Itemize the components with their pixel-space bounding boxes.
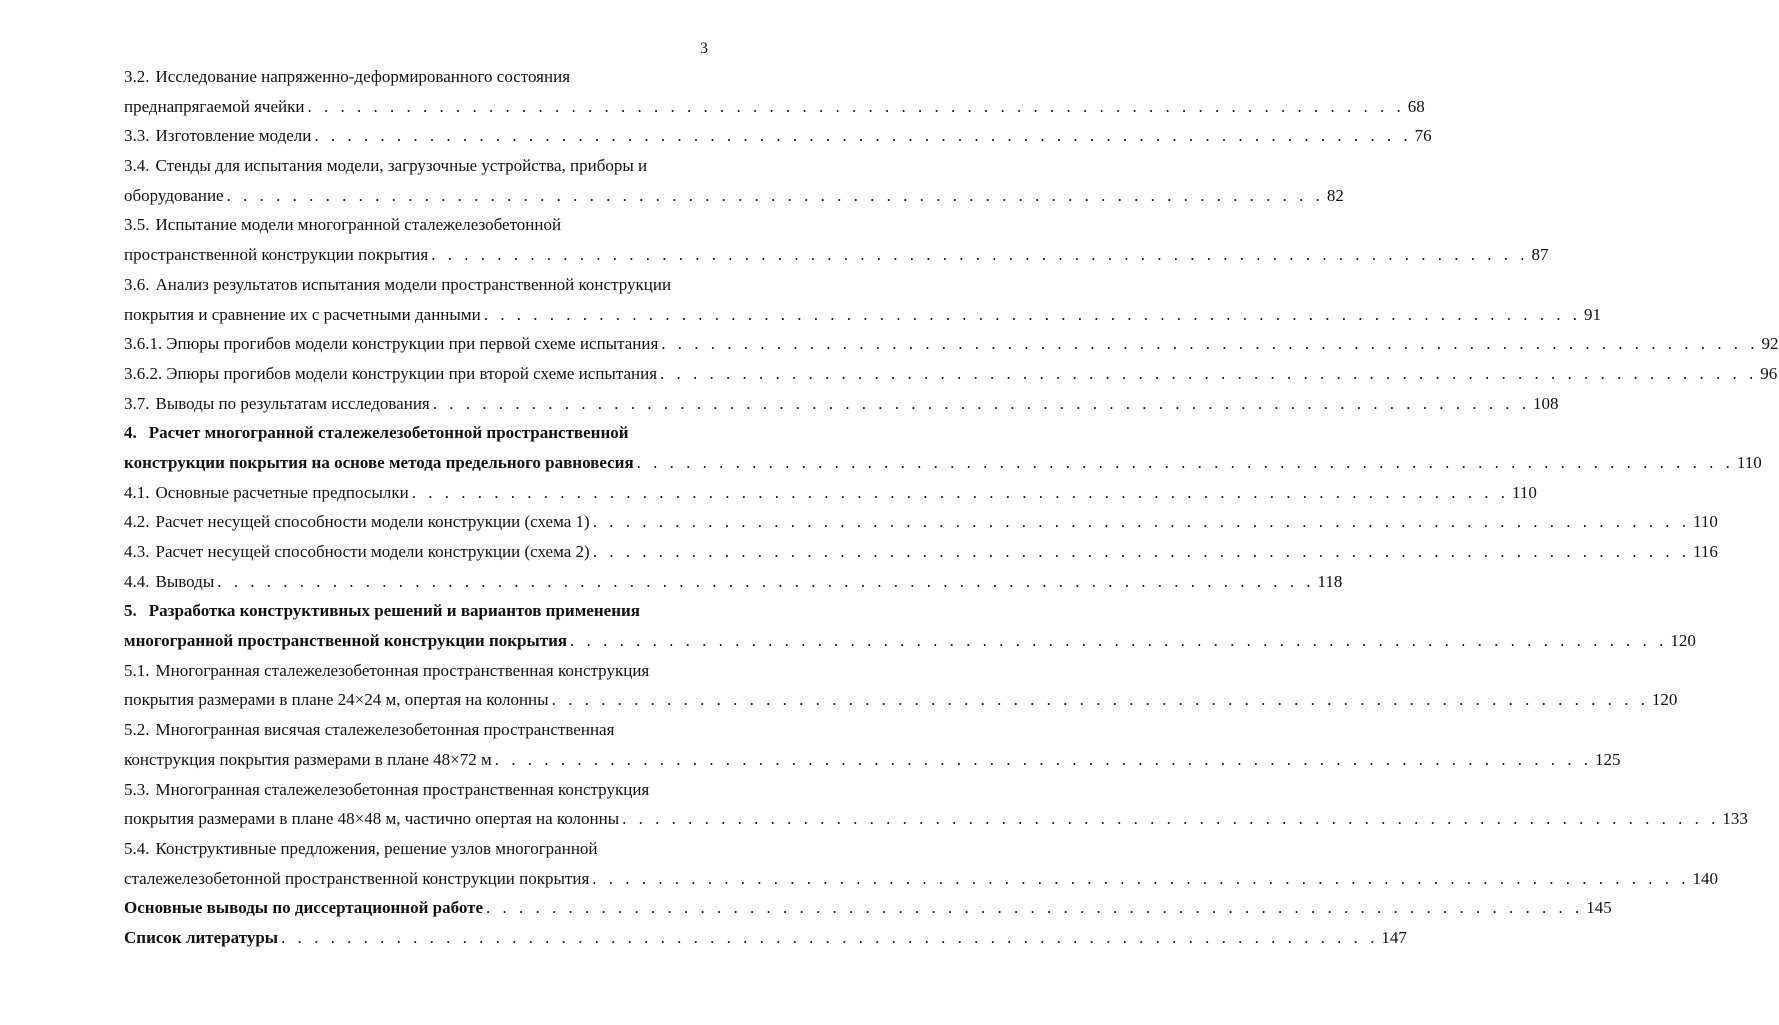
- toc-line-text-wrap: [124, 745, 492, 775]
- section-number: 4.: [124, 423, 137, 443]
- dot-leader: . . . . . . . . . . . . . . . . . . . . . . . . . . . . . . . . . . . . . . . . . . . . . . . . . . . . . . . . . . . . . . . . . . .: [551, 690, 1649, 710]
- page-ref: 92: [1761, 334, 1779, 354]
- toc-line-text-wrap: [124, 537, 590, 567]
- toc-entry: [124, 893, 1612, 923]
- page-ref: 91: [1583, 304, 1601, 324]
- toc-entry: [124, 389, 1559, 419]
- toc-entry: [124, 923, 1407, 953]
- toc-line-text-wrap: [124, 329, 658, 359]
- toc-line: [124, 507, 1718, 537]
- toc-line-text-wrap: [124, 567, 214, 597]
- dot-leader: . . . . . . . . . . . . . . . . . . . . . . . . . . . . . . . . . . . . . . . . . . . . . . . . . . . . . . . . . . . . . . . . . . .: [636, 452, 1734, 472]
- toc-line: [124, 62, 710, 92]
- toc-line-text-wrap: [124, 923, 278, 953]
- section-title: Исследование напряженно-деформированного состояния: [155, 67, 571, 86]
- page-ref: 118: [1317, 571, 1343, 591]
- section-title: покрытия размерами в плане 24×24 м, опертая на колонны: [124, 690, 549, 710]
- section-number: 5.4.: [124, 838, 150, 858]
- page-ref: 120: [1651, 690, 1678, 710]
- toc-line: [124, 478, 1537, 508]
- page-ref: 110: [1692, 512, 1718, 532]
- dot-leader: . . . . . . . . . . . . . . . . . . . . . . . . . . . . . . . . . . . . . . . . . . . . . . . . . . . . . . . . . . . . . . . . . . .: [570, 631, 1668, 651]
- section-title: покрытия и сравнение их с расчетными данными: [124, 304, 481, 324]
- section-title: конструкции покрытия на основе метода предельного равновесия: [124, 452, 634, 472]
- toc-line: [124, 567, 1343, 597]
- toc-line: [124, 685, 1678, 715]
- section-title: сталежелезобетонной пространственной конструкции покрытия: [124, 868, 590, 888]
- toc-line: [124, 448, 1762, 478]
- page-ref: 82: [1326, 185, 1344, 205]
- toc-entry: [124, 537, 1718, 567]
- section-title: Многогранная сталежелезобетонная пространственная конструкция: [155, 779, 650, 799]
- toc-line: [124, 270, 710, 300]
- section-title: преднапрягаемой ячейки: [124, 96, 305, 116]
- toc-line: [124, 537, 1718, 567]
- toc-line: [124, 626, 1696, 656]
- section-title: Список литературы: [124, 927, 279, 947]
- toc-line-text-wrap: [124, 270, 671, 300]
- section-number: 3.7.: [124, 393, 150, 413]
- section-number: 3.6.2.: [124, 363, 163, 383]
- section-title: оборудование: [124, 185, 224, 205]
- page-ref: 108: [1533, 393, 1559, 413]
- toc-entry: [124, 507, 1718, 537]
- section-number: 5.2.: [124, 720, 150, 740]
- toc-line: [124, 834, 710, 864]
- toc-entry: [124, 121, 1432, 151]
- toc-line-text-wrap: [124, 359, 657, 389]
- page-ref: 96: [1760, 363, 1778, 383]
- section-title: Испытание модели многогранной сталежелезобетонной: [155, 215, 562, 235]
- toc-line-text-wrap: [124, 92, 304, 122]
- dot-leader: . . . . . . . . . . . . . . . . . . . . . . . . . . . . . . . . . . . . . . . . . . . . . . . . . . . . . . . . . . . . . . . . . . .: [622, 809, 1720, 829]
- page-ref: 110: [1512, 482, 1537, 502]
- toc-line: [124, 656, 710, 686]
- toc-entry: [124, 329, 1779, 359]
- section-title: Разработка конструктивных решений и вариантов применения: [148, 601, 640, 621]
- dot-leader: . . . . . . . . . . . . . . . . . . . . . . . . . . . . . . . . . . . . . . . . . . . . . . . . . . . . . . . . . . . . . . . . . . .: [314, 126, 1412, 146]
- toc-line: [124, 329, 1779, 359]
- toc-line: [124, 864, 1719, 894]
- section-title: конструкция покрытия размерами в плане 48×72 м: [124, 749, 492, 769]
- dot-leader: . . . . . . . . . . . . . . . . . . . . . . . . . . . . . . . . . . . . . . . . . . . . . . . . . . . . . . . . . . . . . . . . . . .: [432, 393, 1530, 413]
- section-title: Эпюры прогибов модели конструкции при второй схеме испытания: [166, 363, 658, 383]
- section-title: Расчет несущей способности модели конструкции (схема 1): [155, 512, 590, 532]
- toc-line: [124, 804, 1748, 834]
- page-ref: 76: [1414, 126, 1432, 146]
- page-ref: 145: [1586, 898, 1612, 918]
- section-title: Конструктивные предложения, решение узлов многогранной: [155, 838, 598, 858]
- toc-entry: [124, 567, 1343, 597]
- toc-line: [124, 775, 710, 805]
- toc-entry: [124, 62, 1425, 121]
- section-title: пространственной конструкции покрытия: [124, 245, 429, 265]
- page-ref: 87: [1531, 245, 1549, 265]
- section-title: Расчет несущей способности модели конструкции (схема 2): [155, 542, 590, 561]
- toc-line: [124, 210, 710, 240]
- toc-entry: [124, 596, 1696, 655]
- toc-line: [124, 715, 710, 745]
- toc-entry: [124, 656, 1678, 715]
- section-title: многогранной пространственной конструкции покрытия: [124, 631, 568, 651]
- dot-leader: . . . . . . . . . . . . . . . . . . . . . . . . . . . . . . . . . . . . . . . . . . . . . . . . . . . . . . . . . . . . . . . . . . .: [494, 749, 1592, 769]
- page-ref: 133: [1722, 809, 1748, 829]
- section-title: Анализ результатов испытания модели пространственной конструкции: [155, 274, 672, 294]
- section-title: Основные выводы по диссертационной работе: [124, 898, 484, 918]
- toc-line-text-wrap: [124, 389, 430, 419]
- dot-leader: . . . . . . . . . . . . . . . . . . . . . . . . . . . . . . . . . . . . . . . . . . . . . . . . . . . . . . . . . . . . . . . . . . .: [486, 898, 1584, 918]
- toc-line-text-wrap: [124, 151, 647, 181]
- page-ref: 147: [1381, 927, 1407, 947]
- section-number: 4.1.: [124, 482, 150, 502]
- dot-leader: . . . . . . . . . . . . . . . . . . . . . . . . . . . . . . . . . . . . . . . . . . . . . . . . . . . . . . . . . . . . . . . . . . .: [281, 927, 1379, 947]
- toc-line-text-wrap: [124, 418, 629, 448]
- toc-line-text-wrap: [124, 596, 640, 626]
- table-of-contents: [124, 62, 1779, 953]
- section-number: 5.1.: [124, 660, 150, 680]
- toc-line-text-wrap: [124, 656, 649, 686]
- section-number: 5.: [124, 601, 137, 621]
- section-number: 3.5.: [124, 215, 150, 235]
- toc-line-text-wrap: [124, 507, 590, 537]
- section-number: 4.2.: [124, 512, 150, 532]
- toc-line-text-wrap: [124, 834, 598, 864]
- section-title: Многогранная сталежелезобетонная пространственная конструкция: [155, 660, 650, 680]
- toc-line-text-wrap: [124, 715, 614, 745]
- toc-line-text-wrap: [124, 121, 311, 151]
- toc-line-text-wrap: [124, 478, 409, 508]
- toc-line: [124, 389, 1559, 419]
- dot-leader: . . . . . . . . . . . . . . . . . . . . . . . . . . . . . . . . . . . . . . . . . . . . . . . . . . . . . . . . . . . . . . . . . . .: [660, 363, 1758, 383]
- page-number: 3: [700, 40, 708, 57]
- dot-leader: . . . . . . . . . . . . . . . . . . . . . . . . . . . . . . . . . . . . . . . . . . . . . . . . . . . . . . . . . . . . . . . . . . .: [592, 868, 1690, 888]
- page-ref: 110: [1736, 452, 1762, 472]
- toc-entry: [124, 775, 1748, 834]
- toc-entry: [124, 418, 1762, 477]
- toc-line-text-wrap: [124, 62, 570, 92]
- toc-entry: [124, 715, 1621, 774]
- section-number: 4.3.: [124, 542, 150, 561]
- section-number: 3.3.: [124, 126, 150, 146]
- dot-leader: . . . . . . . . . . . . . . . . . . . . . . . . . . . . . . . . . . . . . . . . . . . . . . . . . . . . . . . . . . . . . . . . . . .: [483, 304, 1581, 324]
- toc-line: [124, 300, 1601, 330]
- toc-line-text-wrap: [124, 448, 634, 478]
- toc-line: [124, 240, 1549, 270]
- toc-entry: [124, 151, 1344, 210]
- page-ref: 68: [1407, 96, 1425, 116]
- toc-line: [124, 181, 1344, 211]
- section-title: Выводы: [155, 571, 215, 591]
- toc-line-text-wrap: [124, 240, 428, 270]
- dot-leader: . . . . . . . . . . . . . . . . . . . . . . . . . . . . . . . . . . . . . . . . . . . . . . . . . . . . . . . . . . . . . . . . . . .: [592, 512, 1690, 532]
- toc-line-text-wrap: [124, 893, 483, 923]
- toc-entry: [124, 478, 1537, 508]
- section-title: Многогранная висячая сталежелезобетонная пространственная: [155, 720, 615, 740]
- page-ref: 140: [1692, 868, 1719, 888]
- section-number: 4.4.: [124, 571, 150, 591]
- toc-entry: [124, 834, 1719, 893]
- page-ref: 116: [1692, 542, 1718, 561]
- dot-leader: . . . . . . . . . . . . . . . . . . . . . . . . . . . . . . . . . . . . . . . . . . . . . . . . . . . . . . . . . . . . . . . . . . .: [226, 185, 1324, 205]
- toc-line: [124, 893, 1612, 923]
- toc-entry: [124, 210, 1549, 269]
- dot-leader: . . . . . . . . . . . . . . . . . . . . . . . . . . . . . . . . . . . . . . . . . . . . . . . . . . . . . . . . . . . . . . . . . . .: [661, 334, 1759, 354]
- dot-leader: . . . . . . . . . . . . . . . . . . . . . . . . . . . . . . . . . . . . . . . . . . . . . . . . . . . . . . . . . . . . . . . . . . .: [411, 482, 1509, 502]
- toc-line-text-wrap: [124, 775, 649, 805]
- toc-line: [124, 923, 1407, 953]
- section-number: 5.3.: [124, 779, 150, 799]
- toc-line-text-wrap: [124, 181, 224, 211]
- section-title: Эпюры прогибов модели конструкции при первой схеме испытания: [166, 334, 659, 354]
- toc-line: [124, 418, 710, 448]
- section-title: Выводы по результатам исследования: [155, 393, 430, 413]
- dot-leader: . . . . . . . . . . . . . . . . . . . . . . . . . . . . . . . . . . . . . . . . . . . . . . . . . . . . . . . . . . . . . . . . . . .: [217, 571, 1315, 591]
- toc-line: [124, 151, 710, 181]
- dot-leader: . . . . . . . . . . . . . . . . . . . . . . . . . . . . . . . . . . . . . . . . . . . . . . . . . . . . . . . . . . . . . . . . . . .: [307, 96, 1405, 116]
- section-number: 3.6.1.: [124, 334, 163, 354]
- section-number: 3.4.: [124, 156, 150, 176]
- section-title: Стенды для испытания модели, загрузочные устройства, приборы и: [155, 156, 648, 176]
- toc-line-text-wrap: [124, 864, 589, 894]
- section-title: Расчет многогранной сталежелезобетонной пространственной: [148, 423, 629, 443]
- toc-line: [124, 745, 1621, 775]
- page-ref: 125: [1594, 749, 1621, 769]
- toc-entry: [124, 359, 1778, 389]
- toc-line-text-wrap: [124, 210, 561, 240]
- toc-entry: [124, 270, 1601, 329]
- toc-line-text-wrap: [124, 685, 549, 715]
- toc-line-text-wrap: [124, 300, 481, 330]
- toc-line: [124, 596, 710, 626]
- page-ref: 120: [1670, 631, 1696, 651]
- toc-line-text-wrap: [124, 626, 567, 656]
- toc-line-text-wrap: [124, 804, 619, 834]
- dot-leader: . . . . . . . . . . . . . . . . . . . . . . . . . . . . . . . . . . . . . . . . . . . . . . . . . . . . . . . . . . . . . . . . . . .: [431, 245, 1529, 265]
- section-number: 3.2.: [124, 67, 150, 86]
- section-title: Изготовление модели: [155, 126, 312, 146]
- dot-leader: . . . . . . . . . . . . . . . . . . . . . . . . . . . . . . . . . . . . . . . . . . . . . . . . . . . . . . . . . . . . . . . . . . .: [592, 542, 1690, 561]
- toc-line: [124, 92, 1425, 122]
- toc-line: [124, 359, 1778, 389]
- section-title: Основные расчетные предпосылки: [155, 482, 409, 502]
- section-title: покрытия размерами в плане 48×48 м, частично опертая на колонны: [124, 809, 620, 829]
- toc-line: [124, 121, 1432, 151]
- section-number: 3.6.: [124, 274, 150, 294]
